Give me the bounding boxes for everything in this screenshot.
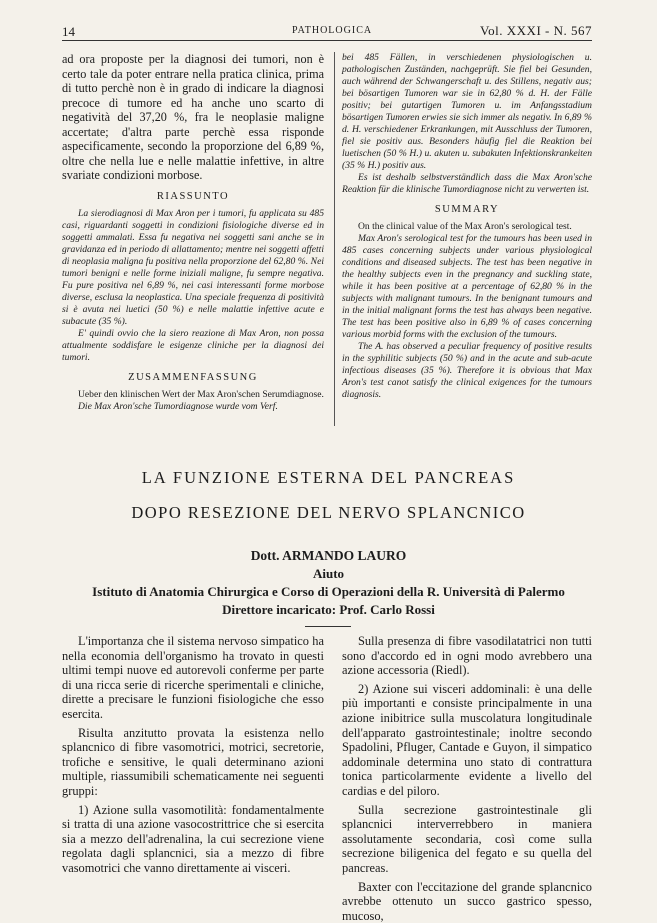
- riassunto-paragraph-2: E' quindi ovvio che la siero reazione di Max Aron, non possa attualmente soddisfare le esigenze cliniche per la diagnosi dei tumori.: [62, 328, 324, 364]
- zusammenfassung-title: Ueber den klinischen Wert der Max Aron'schen Serumdiagnose.: [62, 389, 324, 401]
- summary-title: On the clinical value of the Max Aron's serological test.: [342, 221, 592, 233]
- article-paragraph-6: Sulla secrezione gastrointestinale gli splancnici interverrebbero in maniera assolutamente secondaria, così come sulla secrezione biligenica del fegato e su quella del pancreas.: [342, 803, 592, 876]
- article-paragraph-1: L'importanza che il sistema nervoso simpatico ha nella economia dell'organismo ha trovato in questi ultimi tempi nuove ed autorevoli conferme per parte di una ricca serie di ricerche sperimentali e cliniche, dirette a precisare le funzioni fisiologiche che esso esercita.: [62, 634, 324, 722]
- volume-number: Vol. XXXI - N. 567: [480, 23, 592, 39]
- riassunto-heading: RIASSUNTO: [62, 191, 324, 202]
- column-divider: [334, 52, 335, 426]
- article-author: Dott. ARMANDO LAURO: [0, 548, 657, 564]
- top-left-column: [62, 52, 324, 430]
- title-rule: [305, 626, 351, 627]
- zusammenfassung-heading: ZUSAMMENFASSUNG: [62, 372, 324, 383]
- top-right-column: [342, 52, 592, 430]
- article-title-line-2: DOPO RESEZIONE DEL NERVO SPLANCNICO: [0, 503, 657, 523]
- intro-paragraph: ad ora proposte per la diagnosi dei tumori, non è certo tale da poter entrare nella pratica clinica, prima di tutto perchè non è in grado di indicare la diagnosi precoce di tumore ed ha anche uno scarto di negatività del 37,20 %, fra le neoplasie maligne accertate; d'altra parte perchè essa risponde aspecificamente, secondo la proporzione del 6,89 %, oltre che nella lue e nelle malattie infettive, in altre svariate condizioni morbose.: [62, 52, 324, 183]
- institute-director: Direttore incaricato: Prof. Carlo Rossi: [0, 602, 657, 618]
- riassunto-paragraph-1: La sierodiagnosi di Max Aron per i tumori, fu applicata su 485 casi, riguardanti soggetti in condizioni fisiologiche diverse ed in soggetti ammalati. Essa fu negativa nei soggetti sani anche se in gravidanza ed in periodo di allattamento; mentre nei soggetti affetti di neoplasia maligna fu positiva nella proporzione del 62,80 %. Nei tumori benigni e nelle forme iniziali maligne, fu sempre negativa. Fu pure positiva nel 6,89 %, nei casi interessanti forme morbose diverse, esclusa la neoplastica. Una speciale frequenza di positività si è avuta nei luetici (50 %) e nelle malattie infettive acute e subacute (35 %).: [62, 208, 324, 328]
- article-left-column: [62, 634, 324, 882]
- zusammenfassung-conclusion: Es ist deshalb selbstverständlich dass die Max Aron'sche Reaktion für die klinische Tumordiagnose nicht zu verwerten ist.: [342, 172, 592, 196]
- zusammenfassung-paragraph-start: Die Max Aron'sche Tumordiagnose wurde vom Verf.: [62, 401, 324, 413]
- page-number: 14: [62, 24, 75, 40]
- article-paragraph-4: Sulla presenza di fibre vasodilatatrici non tutti sono d'accordo ed in ogni modo avrebbero una azione accessoria (Riedl).: [342, 634, 592, 678]
- article-paragraph-3: 1) Azione sulla vasomotilità: fondamentalmente si tratta di una azione vasocostrittrice che si esercita sia a mezzo dell'adrenalina, la cui secrezione viene regolata dagli splancnici, sia a mezzo di fibre vasomotrici che vanno direttamente ai visceri.: [62, 803, 324, 876]
- zusammenfassung-continued: bei 485 Fällen, in verschiedenen physiologischen u. pathologischen Zuständen, nachgeprüft. Sie fiel bei Gesunden, auch während der Schwangerschaft u. des Stillens, negativ aus; bei bösartigen Tumoren war sie in 62,80 % d. H. der Fälle positiv; bei gutartigen Tumoren u. im Anfangsstadium bösartigen Tumoren erwies sie sich immer als negativ. In 6,89 % d. H. verschiedener Erkrankungen, mit Ausschluss der Tumoren, fiel sie positiv aus. Besonders häufig fiel die Reaktion bei luetischen (50 % H.) u. akuten u. subakuten Infektionskrankeiten (35 % H.) positiv aus.: [342, 52, 592, 172]
- article-paragraph-2: Risulta anzitutto provata la esistenza nello splancnico di fibre vasomotrici, motrici, secretorie, trofiche e sensitive, le quali determinano azioni multiple, riassumibili schematicamente nei seguenti gruppi:: [62, 726, 324, 799]
- page-header: [62, 22, 592, 41]
- article-right-column: [342, 634, 592, 882]
- article-paragraph-5: 2) Azione sui visceri addominali: è una delle più importanti e consiste principalmente in una azione inibitrice sulla muscolatura longitudinale dell'apparato gastrointestinale; inoltre secondo Spadolini, Pfluger, Cantade e Guyon, il simpatico addominale determina uno stato di contrattura tonica particolarmente evidente a livello del cardias e del piloro.: [342, 682, 592, 799]
- author-role: Aiuto: [0, 566, 657, 582]
- summary-paragraph-2: The A. has observed a peculiar frequency of positive results in the syphilitic subjects (50 %) and in the acute and sub-acute infectious diseases (35 %). Therefore it is obvious that Max Aron's test canot satisfy the clinical exigences for the tumours diagnosis.: [342, 341, 592, 401]
- author-institute: Istituto di Anatomia Chirurgica e Corso di Operazioni della R. Università di Palermo: [0, 584, 657, 600]
- article-paragraph-7: Baxter con l'eccitazione del grande splancnico avrebbe ottenuto un succo gastrico spesso, mucoso,: [342, 880, 592, 923]
- summary-paragraph-1: Max Aron's serological test for the tumours has been used in 485 cases concerning subjects under various physiological conditions and diseased subjects. The test has been negative in the healthy subjects even in the pregnancy and suckling state, while it has been positive at a percentage of 62,80 % in the subjects with malignant tumours. In the benignant tumours and in the initial malignant forms the test has always been negative. The test has been positive also in 6,89 % of cases concerning various morbid forms with the exclusion of the tumours.: [342, 233, 592, 341]
- summary-heading: SUMMARY: [342, 204, 592, 215]
- article-title-line-1: LA FUNZIONE ESTERNA DEL PANCREAS: [0, 468, 657, 488]
- journal-title: PATHOLOGICA: [292, 25, 372, 36]
